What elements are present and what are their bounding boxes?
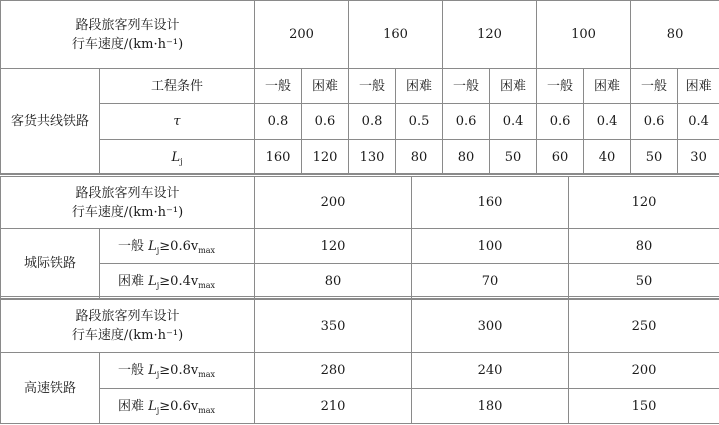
condition-word: 一般 (118, 363, 145, 378)
lj-value: 50 (569, 264, 719, 299)
intercity-table (0, 176, 719, 299)
lj-symbol: L (148, 398, 157, 414)
lj-value: 80 (396, 140, 443, 175)
tau-value: 0.4 (584, 104, 631, 140)
speed-header-line2: 行车速度/(km·h⁻¹) (71, 204, 184, 220)
lj-value: 30 (678, 140, 719, 175)
formula: ≥0.4v (159, 273, 199, 289)
tau-value: 0.4 (490, 104, 537, 140)
lj-value: 180 (412, 389, 569, 424)
tau-value: 0.4 (678, 104, 719, 140)
formula: ≥0.8v (159, 363, 199, 378)
tau-symbol: τ (100, 104, 255, 140)
speed-header-cell (1, 177, 255, 229)
condition-word: 困难 (118, 398, 145, 414)
condition-general: 一般 (349, 69, 396, 104)
speed-header-cell (1, 1, 255, 69)
condition-general: 一般 (537, 69, 584, 104)
condition-word: 一般 (118, 238, 145, 254)
lj-value: 150 (569, 389, 719, 424)
speed-value: 160 (412, 177, 569, 229)
tau-value: 0.8 (255, 104, 302, 140)
speed-header-line2: 行车速度/(km·h⁻¹) (71, 328, 184, 343)
lj-value: 120 (302, 140, 349, 175)
condition-difficult: 困难 (584, 69, 631, 104)
condition-label: 工程条件 (100, 69, 255, 104)
section-divider (0, 173, 719, 174)
category-mixed-traffic (1, 69, 100, 175)
lj-symbol-cell (100, 140, 255, 175)
lj-symbol: L (171, 149, 181, 165)
condition-general: 一般 (255, 69, 302, 104)
tau-value: 0.8 (349, 104, 396, 140)
lj-symbol: L (148, 273, 157, 289)
tau-value: 0.6 (537, 104, 584, 140)
lj-value: 50 (631, 140, 678, 175)
lj-value: 80 (569, 229, 719, 264)
speed-header-line2: 行车速度/(km·h⁻¹) (71, 36, 184, 52)
condition-difficult-formula (100, 389, 255, 424)
vmax-subscript: max (198, 280, 216, 290)
speed-value: 120 (569, 177, 719, 229)
vmax-subscript: max (198, 370, 216, 379)
lj-symbol: L (148, 363, 157, 378)
lj-value: 200 (569, 353, 719, 389)
lj-value: 240 (412, 353, 569, 389)
tau-value: 0.5 (396, 104, 443, 140)
lj-subscript: j (156, 405, 160, 415)
mixed-traffic-table (0, 0, 719, 175)
lj-subscript: j (156, 280, 160, 290)
condition-word: 困难 (118, 273, 145, 289)
condition-difficult: 困难 (302, 69, 349, 104)
lj-value: 40 (584, 140, 631, 175)
vmax-subscript: max (198, 245, 216, 255)
speed-value: 200 (255, 177, 412, 229)
speed-value: 250 (569, 300, 719, 353)
lj-symbol: L (148, 238, 157, 254)
category-label: 客货共线铁路 (10, 114, 89, 129)
lj-subscript: j (180, 156, 183, 166)
condition-difficult: 困难 (396, 69, 443, 104)
tau-value: 0.6 (302, 104, 349, 140)
tau-value: 0.6 (443, 104, 490, 140)
lj-value: 100 (412, 229, 569, 264)
speed-value: 80 (631, 1, 719, 69)
highspeed-table (0, 299, 719, 424)
condition-difficult: 困难 (678, 69, 719, 104)
speed-value: 120 (443, 1, 537, 69)
formula: ≥0.6v (159, 398, 199, 414)
category-label: 城际铁路 (23, 256, 76, 271)
lj-value: 80 (443, 140, 490, 175)
speed-value: 100 (537, 1, 631, 69)
tau-value: 0.6 (631, 104, 678, 140)
condition-general: 一般 (631, 69, 678, 104)
speed-header-cell (1, 300, 255, 353)
lj-value: 280 (255, 353, 412, 389)
section-divider (0, 296, 719, 297)
lj-subscript: j (156, 370, 160, 379)
condition-general-formula (100, 353, 255, 389)
lj-value: 130 (349, 140, 396, 175)
lj-value: 160 (255, 140, 302, 175)
lj-value: 50 (490, 140, 537, 175)
condition-general-formula (100, 229, 255, 264)
lj-value: 210 (255, 389, 412, 424)
speed-value: 200 (255, 1, 349, 69)
vmax-subscript: max (198, 405, 216, 415)
condition-difficult: 困难 (490, 69, 537, 104)
category-intercity (1, 229, 100, 299)
lj-value: 80 (255, 264, 412, 299)
category-label: 高速铁路 (23, 380, 76, 396)
speed-header-line1: 路段旅客列车设计 (75, 185, 180, 201)
lj-value: 60 (537, 140, 584, 175)
speed-value: 300 (412, 300, 569, 353)
lj-value: 120 (255, 229, 412, 264)
condition-difficult-formula (100, 264, 255, 299)
condition-general: 一般 (443, 69, 490, 104)
category-highspeed (1, 353, 100, 424)
speed-value: 350 (255, 300, 412, 353)
speed-header-line1: 路段旅客列车设计 (75, 309, 180, 324)
speed-value: 160 (349, 1, 443, 69)
speed-header-line1: 路段旅客列车设计 (75, 17, 180, 33)
lj-subscript: j (156, 245, 160, 255)
lj-value: 70 (412, 264, 569, 299)
formula: ≥0.6v (159, 238, 199, 254)
